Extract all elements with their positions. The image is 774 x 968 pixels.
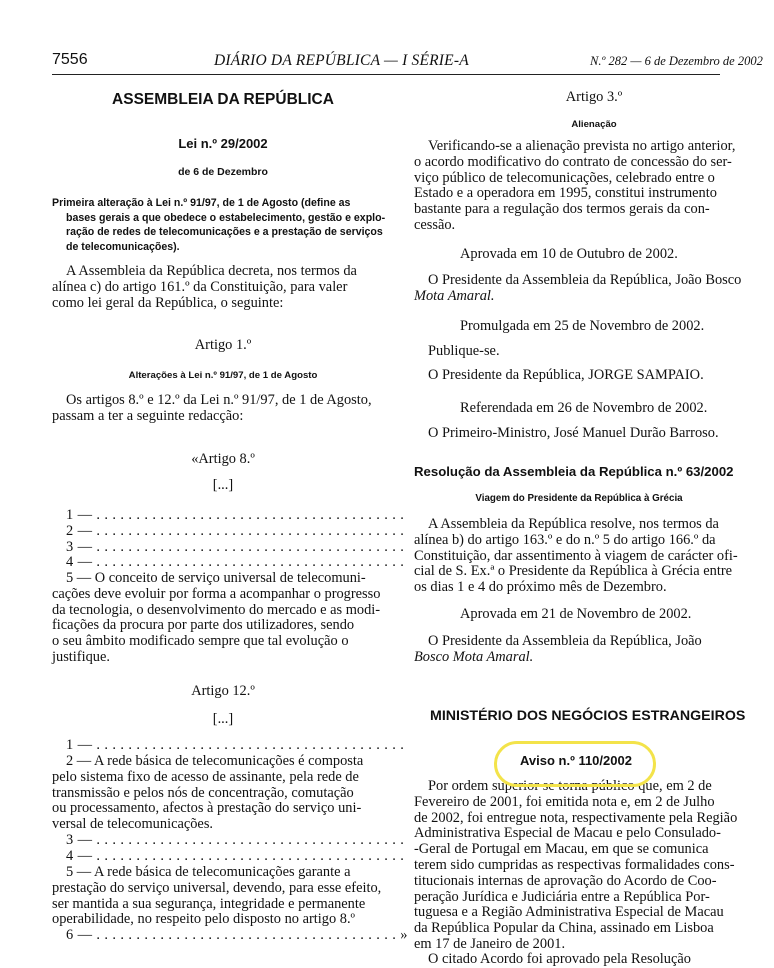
list-item: 1 — . . . . . . . . . . . . . . . . . . . . . . . . . . . . . . . . . . . . . . .	[66, 507, 405, 523]
article-3-text	[414, 139, 735, 234]
text-line: Por ordem superior se torna público que, em 2 de	[428, 778, 712, 794]
text-line: 5 — A rede básica de telecomunicações garante a	[66, 864, 351, 880]
text-line: da tecnologia, o desenvolvimento do mercado e as modi-	[52, 601, 381, 618]
text-line: Administrativa Especial de Macau e pelo Consulado-	[414, 825, 721, 842]
list-item: 3 — . . . . . . . . . . . . . . . . . . . . . . . . . . . . . . . . . . . . . . .	[66, 538, 405, 555]
intro-line: como lei geral da República, o seguinte:	[52, 294, 284, 311]
article-1-text	[52, 393, 394, 425]
article-12-title: Artigo 12.º	[191, 683, 255, 699]
list-item: 6 — . . . . . . . . . . . . . . . . . . . . . . . . . . . . . . . . . . . . . . »	[66, 927, 408, 943]
intro-paragraph	[52, 264, 394, 311]
article-8-ellipsis: [...]	[212, 477, 234, 493]
text-line: Os artigos 8.º e 12.º da Lei n.º 91/97, de 1 de Agosto,	[66, 392, 372, 408]
issue-number: N.º 282 — 6 de Dezembro de 2002	[590, 54, 763, 68]
publication-title: DIÁRIO DA REPÚBLICA — I SÉRIE-A	[214, 52, 469, 69]
text-line: O Presidente da Assembleia da República, João Bosco	[428, 272, 742, 288]
prime-minister: O Primeiro-Ministro, José Manuel Durão Barroso.	[428, 425, 719, 441]
text-line: da República Popular da China, assinado em Lisboa	[414, 920, 714, 937]
text-line: o seu âmbito modificado sempre que tal evolução o	[52, 633, 349, 650]
resolution-text	[414, 517, 738, 596]
president-assembly-2	[414, 634, 702, 666]
text-line: em 17 de Janeiro de 2001.	[414, 935, 566, 952]
text-line: operabilidade, no respeito pelo disposto no artigo 8.º	[52, 911, 356, 928]
text-line: viço público de telecomunicações, celebrado entre o	[414, 169, 715, 186]
notice-text	[414, 779, 737, 953]
text-line: 5 — O conceito de serviço universal de telecomuni-	[66, 570, 366, 586]
law-summary	[52, 196, 385, 254]
text-line: pelo sistema fixo de acesso de assinante, pela rede de	[52, 768, 359, 785]
article-12-paragraph-5	[52, 865, 394, 928]
list-item: 3 — . . . . . . . . . . . . . . . . . . . . . . . . . . . . . . . . . . . . . . .	[66, 832, 405, 848]
text-line: cações deve evoluir por forma a acompanhar o progresso	[52, 585, 381, 602]
approval-date: Aprovada em 10 de Outubro de 2002.	[460, 246, 678, 262]
text-line: terem sido cumpridas as respectivas formalidades cons-	[414, 856, 735, 873]
text-line: -Geral de Portugal em Macau, em que se comunica	[414, 841, 709, 858]
article-8-paragraph-5	[52, 571, 394, 666]
article-12-paragraph-2	[52, 754, 394, 833]
summary-line: ração de redes de telecomunicações e a prestação de serviços	[66, 226, 383, 239]
text-line: ficações da procura por parte dos utilizadores, sendo	[52, 617, 355, 634]
text-line: alínea b) do artigo 163.º e do n.º 5 do artigo 166.º da	[414, 531, 716, 548]
summary-line: de telecomunicações).	[66, 240, 180, 253]
article-8-title: «Artigo 8.º	[191, 451, 255, 467]
article-12-ellipsis: [...]	[212, 711, 234, 727]
text-line: Estado e a operadora em 1995, constitui instrumento	[414, 185, 717, 202]
president-republic: O Presidente da República, JORGE SAMPAIO.	[428, 367, 704, 383]
text-line: ou processamento, afectos à prestação do serviço uni-	[52, 800, 362, 817]
text-line: Verificando-se a alienação prevista no artigo anterior,	[428, 138, 736, 154]
text-line: Constituição, dar assentimento à viagem de carácter ofi-	[414, 547, 738, 564]
text-line: 2 — A rede básica de telecomunicações é composta	[66, 753, 364, 769]
text-line: prestação do serviço universal, devendo, para esse efeito,	[52, 879, 382, 896]
intro-line: alínea c) do artigo 161.º da Constituição, para valer	[52, 278, 348, 295]
text-line: Fevereiro de 2001, foi emitida nota e, em 2 de Julho	[414, 793, 715, 810]
notice-last-line: O citado Acordo foi aprovado pela Resolução	[428, 951, 691, 967]
text-line: titucionais internas de aprovação do Acordo de Coo-	[414, 872, 717, 889]
approval-date-2: Aprovada em 21 de Novembro de 2002.	[460, 606, 692, 622]
text-line: cial de S. Ex.ª o Presidente da República à Grécia entre	[414, 563, 733, 580]
list-item: 1 — . . . . . . . . . . . . . . . . . . . . . . . . . . . . . . . . . . . . . . .	[66, 737, 405, 753]
text-line: O Presidente da Assembleia da República, João	[428, 633, 702, 649]
summary-line: Primeira alteração à Lei n.º 91/97, de 1 de Agosto (define as	[52, 197, 351, 209]
resolution-subtitle: Viagem do Presidente da República à Grécia	[475, 493, 683, 504]
header-rule	[52, 74, 720, 75]
text-line: versal de telecomunicações.	[52, 816, 214, 833]
text-line: transmissão e pelos nós de concentração, comutação	[52, 784, 354, 801]
publish-line: Publique-se.	[428, 343, 500, 359]
notice-highlight-circle	[494, 741, 656, 787]
text-line: justifique.	[52, 648, 110, 665]
text-line: de 2002, foi entregue nota, respectivamente pela Região	[414, 809, 738, 826]
article-3-subtitle: Alienação	[571, 119, 617, 130]
article-3-title: Artigo 3.º	[565, 89, 623, 105]
text-line: bastante para a regulação dos termos gerais da con-	[414, 201, 710, 218]
text-line: Mota Amaral.	[414, 287, 495, 304]
law-title: Lei n.º 29/2002	[178, 136, 268, 151]
list-item: 2 — . . . . . . . . . . . . . . . . . . . . . . . . . . . . . . . . . . . . . . .	[66, 522, 405, 539]
notice-title: Aviso n.º 110/2002	[520, 753, 632, 768]
article-8-items	[66, 508, 404, 571]
president-assembly	[414, 273, 741, 305]
text-line: peração Jurídica e Judiciária entre a República Por-	[414, 888, 710, 905]
law-date: de 6 de Dezembro	[178, 166, 268, 178]
text-line: passam a ter a seguinte redacção:	[52, 407, 244, 424]
referenda-date: Referendada em 26 de Novembro de 2002.	[460, 400, 708, 416]
text-line: ser mantida a sua segurança, integridade e permanente	[52, 895, 366, 912]
article-1-title: Artigo 1.º	[194, 337, 252, 353]
text-line: cessão.	[414, 216, 456, 233]
ministry-title: MINISTÉRIO DOS NEGÓCIOS ESTRANGEIROS	[430, 708, 746, 724]
page-header	[52, 48, 772, 74]
text-line: o acordo modificativo do contrato de concessão do ser-	[414, 153, 732, 170]
section-title: ASSEMBLEIA DA REPÚBLICA	[112, 91, 334, 108]
promulgation-date: Promulgada em 25 de Novembro de 2002.	[460, 318, 705, 334]
article-12-items	[66, 833, 404, 865]
text-line: tuguesa e a Região Administrativa Especial de Macau	[414, 904, 724, 921]
page-number: 7556	[52, 51, 88, 68]
list-item: 4 — . . . . . . . . . . . . . . . . . . . . . . . . . . . . . . . . . . . . . . .	[66, 554, 405, 571]
list-item: 4 — . . . . . . . . . . . . . . . . . . . . . . . . . . . . . . . . . . . . . . .	[66, 847, 405, 864]
text-line: A Assembleia da República resolve, nos termos da	[428, 516, 719, 532]
summary-line: bases gerais a que obedece o estabelecimento, gestão e explo-	[66, 211, 386, 224]
text-line: Bosco Mota Amaral.	[414, 648, 534, 665]
resolution-title: Resolução da Assembleia da República n.º 63/2002	[414, 464, 734, 479]
intro-line: A Assembleia da República decreta, nos termos da	[66, 263, 357, 279]
text-line: os dias 1 e 4 do próximo mês de Dezembro.	[414, 579, 667, 596]
article-1-subtitle: Alterações à Lei n.º 91/97, de 1 de Agosto	[128, 370, 318, 381]
